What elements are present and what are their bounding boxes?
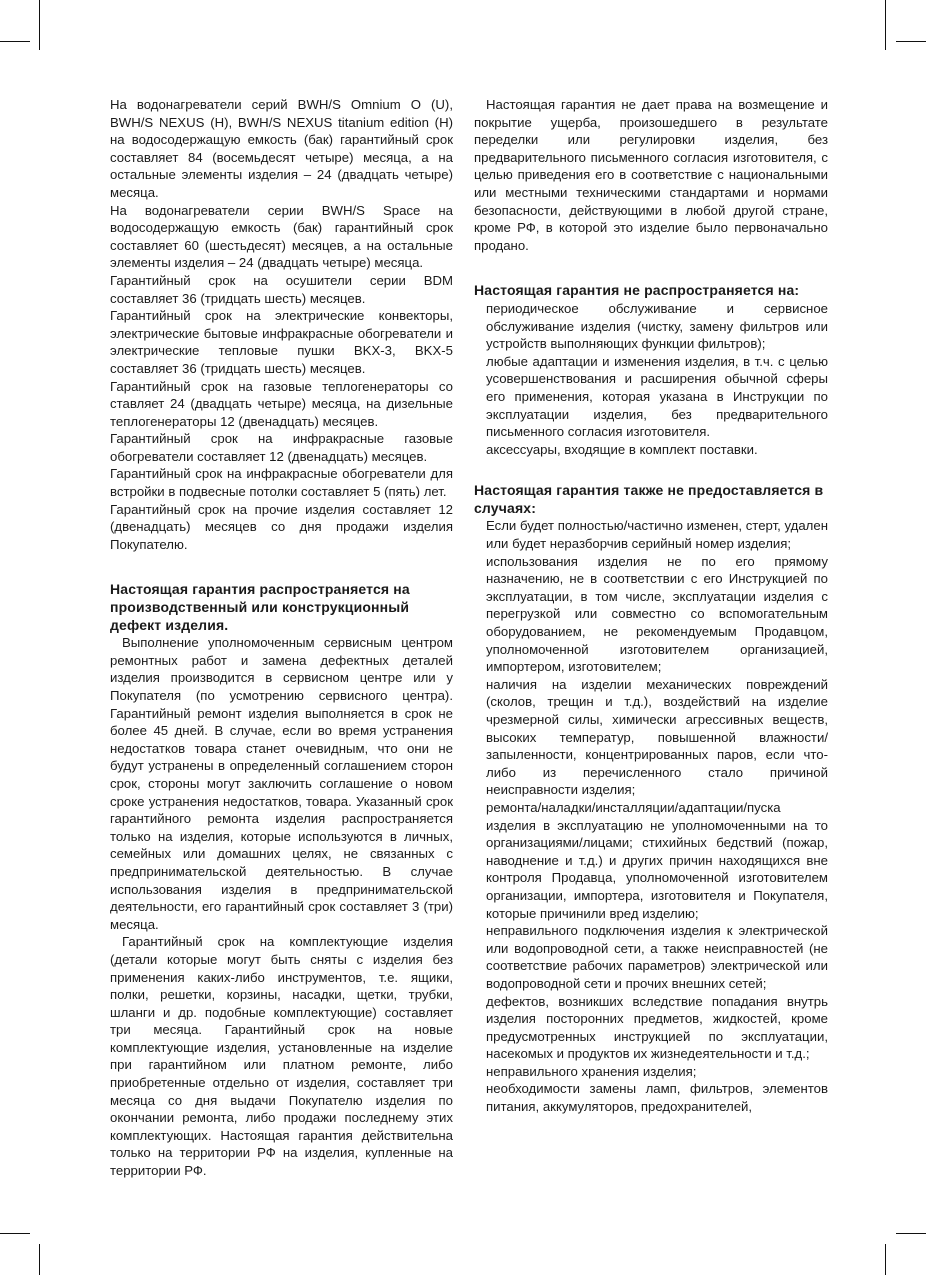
warranty-term-paragraph: Гарантийный срок на газовые теплогенераторы со ставляет 24 (двадцать четыре) месяца, на дизельные теплогенераторы 12 (двенадцать) месяцев. (110, 378, 453, 429)
list-item: периодическое обслуживание и сервисное обслуживание изделия (чистку, замену фильтров или устройств выполняющих функции фильтров); (486, 300, 828, 352)
warranty-term-paragraph: Гарантийный срок на инфракрасные газовые обогреватели составляет 12 (двенадцать) месяцев. (110, 431, 453, 464)
crop-mark (0, 41, 30, 42)
crop-mark (896, 1233, 926, 1234)
left-column (110, 96, 453, 1180)
warranty-term-paragraph: Гарантийный срок на осушители серии BDM составляет 36 (тридцать шесть) месяцев. (110, 272, 453, 306)
list-item: дефектов, возникших вследствие попадания внутрь изделия посторонних предметов, жидкостей, кроме предусмотренных инструкцией по эксплуатации, насекомых и продуктов их жизнедеятельности и т.д.; (486, 993, 828, 1062)
list-item: любые адаптации и изменения изделия, в т.ч. с целью усовершенствования и расширения обычной сферы его применения, которая указана в Инструкции по эксплуатации изделия, без предварительного письменного согласия изготовителя. (486, 353, 828, 440)
list-item: использования изделия не по его прямому назначению, не в соответствии с его Инструкцией по эксплуатации, в том числе, эксплуатации изделия с перегрузкой или совместно со вспомогательным оборудованием, не рекомендуемым Продавцом, уполномоченной изготовителем организацией, импортером, изготовителем; (486, 553, 828, 675)
list-item: неправильного подключения изделия к электрической или водопроводной сети, а также неисправностей (не соответствие рабочих параметров) электрической или водопроводной сети и прочих внешних сетей; (486, 923, 828, 991)
warranty-term-paragraph: Гарантийный срок на инфракрасные обогреватели для встройки в подвесные потолки составляет 5 (пять) лет. (110, 466, 453, 500)
section-heading-not-provided: Настоящая гарантия также не предоставляется в случаях: (474, 482, 824, 516)
list-item: Если будет полностью/частично изменен, стерт, удален или будет неразборчив серийный номер изделия; (486, 518, 828, 552)
list-item: неправильного хранения изделия; (486, 1063, 697, 1079)
list-item: аксессуары, входящие в комплект поставки. (486, 441, 758, 457)
crop-mark (885, 0, 886, 50)
warranty-term-paragraph: Гарантийный срок на электрические конвекторы, электрические бытовые инфракрасные обогреватели и электрические тепловые пушки BKX-3, BKX-5 составляет 36 (тридцать шесть) месяцев. (110, 308, 453, 376)
warranty-term-paragraph: Гарантийный срок на прочие изделия составляет 12 (двенадцать) месяцев со дня продажи изделия Покупателю. (110, 501, 453, 552)
crop-mark (896, 41, 926, 42)
intro-paragraph: Настоящая гарантия не дает права на возмещение и покрытие ущерба, произошедшего в результате переделки или регулировки изделия, без предварительного письменного согласия изготовителя, с целью приведения его в соответствие с национальными или местными техническими стандартами и нормами безопасности, действующими в любой другой стране, кроме РФ, в которой это изделие было первоначально продано. (474, 97, 828, 253)
list-item: необходимости замены ламп, фильтров, элементов питания, аккумуляторов, предохранителей, (486, 1081, 828, 1115)
crop-mark (885, 1244, 886, 1275)
warranty-term-paragraph: На водонагреватели серий BWH/S Omnium O (U), BWH/S NEXUS (H), BWH/S NEXUS titanium edition (H) на водосодержащую емкость (бак) гарантийный срок составляет 84 (восемьдесят четыре) месяца, а на остальные элементы изделия – 24 (двадцать четыре) месяца. (110, 97, 453, 200)
crop-mark (39, 0, 40, 50)
list-item: наличия на изделии механических повреждений (сколов, трещин и т.д.), воздействий на изделие чрезмерной силы, химически агрессивных веществ, высоких температур, повышенной влажности/запыленности, концентрированных паров, если что-либо из перечисленного стало причиной неисправности изделия; (486, 676, 828, 798)
warranty-term-paragraph: На водонагреватели серии BWH/S Space на водосодержащую емкость (бак) гарантийный срок составляет 60 (шестьдесят) месяцев, а на остальные элементы изделия – 24 (двадцать четыре) месяца. (110, 202, 453, 271)
crop-mark (0, 1233, 30, 1234)
right-column (474, 96, 828, 1116)
crop-mark (39, 1244, 40, 1275)
section-heading-coverage: Настоящая гарантия распространяется на производственный или конструкционный дефект изделия. (110, 581, 410, 633)
list-item: ремонта/наладки/инсталляции/адаптации/пуска изделия в эксплуатацию не уполномоченными на то организациями/лицами; стихийных бедствий (пожар, наводнение и т.д.) и других причин находящихся вне контроля Продавца, уполномоченной изготовителем организации, импортера, изготовителя и Покупателя, которые причинили вред изделию; (486, 799, 828, 921)
section-heading-not-cover: Настоящая гарантия не распространяется на: (474, 282, 800, 299)
body-paragraph: Выполнение уполномоченным сервисным центром ремонтных работ и замена дефектных деталей изделия производится в сервисном центре или у Покупателя (по усмотрению сервисного центра). Гарантийный ремонт изделия выполняется в срок не более 45 дней. В случае, если во время устранения недостатков товара станет очевидным, что они не будут устранены в определенный соглашением сторон срок, стороны могут заключить соглашение о новом сроке устранения недостатков, товара. Указанный срок гарантийного ремонта изделия распространяется только на изделия, которые используются в личных, семейных или домашних целях, не связанных с предпринимательской деятельностью. В случае использования изделия в предпринимательской деятельности, его гарантийный срок составляет 3 (три) месяца. (110, 635, 453, 932)
body-paragraph: Гарантийный срок на комплектующие изделия (детали которые могут быть сняты с изделия без применения каких-либо инструментов, т.е. ящики, полки, решетки, корзины, насадки, щетки, трубки, шланги и др. подобные комплектующие) составляет три месяца. Гарантийный срок на новые комплектующие изделия, установленные на изделие при гарантийном или платном ремонте, либо приобретенные отдельно от изделия, составляет три месяца со дня выдачи Покупателю изделия по окончании ремонта, либо продажи последнему этих комплектующих. Настоящая гарантия действительна только на территории РФ на изделия, купленные на территории РФ. (110, 934, 453, 1179)
